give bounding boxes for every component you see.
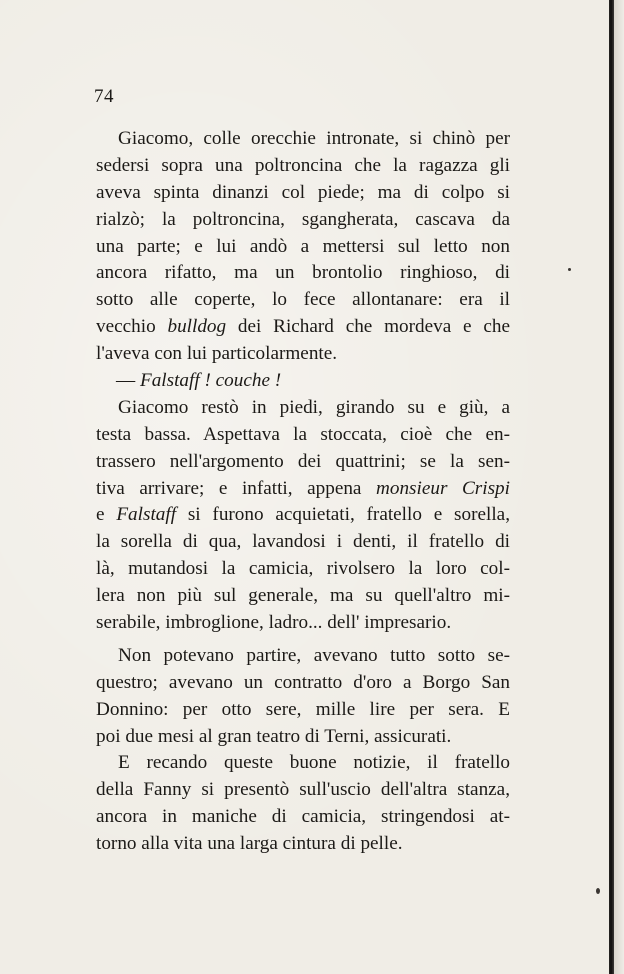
text-line: E recando queste buone notizie, il fratello bbox=[118, 752, 510, 774]
binding-shadow bbox=[609, 0, 614, 974]
text-line: la sorella di qua, lavandosi i denti, il fratello di bbox=[96, 531, 510, 553]
text-line: trassero nell'argomento dei quattrini; se la sen- bbox=[96, 450, 510, 472]
text-line: aveva spinta dinanzi col piede; ma di colpo si bbox=[96, 181, 510, 203]
text-line: Giacomo, colle orecchie intronate, si chinò per bbox=[118, 128, 510, 149]
text-line: vecchio bulldog dei Richard che mordeva e che bbox=[96, 316, 510, 338]
text-line: ancora in maniche di camicia, stringendosi at- bbox=[96, 806, 510, 828]
page-number: 74 bbox=[94, 86, 114, 107]
text-line: testa bassa. Aspettava la stoccata, cioè che en- bbox=[96, 423, 510, 445]
text-line: sedersi sopra una poltroncina che la ragazza gli bbox=[96, 154, 510, 176]
italic-term: monsieur Crispi bbox=[376, 477, 510, 499]
text-line: sotto alle coperte, lo fece allontanare: era il bbox=[96, 289, 510, 311]
italic-speech: Falstaff ! couche ! bbox=[139, 370, 282, 392]
italic-term: Falstaff bbox=[116, 504, 177, 526]
dialogue-line: — Falstaff ! couche ! bbox=[116, 370, 282, 392]
text-line: Giacomo restò in piedi, girando su e giù, a bbox=[118, 396, 510, 418]
ink-speck bbox=[596, 888, 600, 894]
text-line: rialzò; la poltroncina, sgangherata, cascava da bbox=[96, 208, 510, 230]
text-line: serabile, imbroglione, ladro... dell' impresario. bbox=[96, 612, 452, 634]
text-line: l'aveva con lui particolarmente. bbox=[96, 343, 338, 365]
text-line: e Falstaff si furono acquietati, fratello e sorella, bbox=[96, 504, 510, 526]
text-line: ancora rifatto, ma un brontolio ringhioso, di bbox=[96, 262, 510, 284]
italic-term: bulldog bbox=[167, 316, 227, 338]
text-line: poi due mesi al gran teatro di Terni, assicurati. bbox=[96, 725, 452, 747]
text-line: questro; avevano un contratto d'oro a Borgo San bbox=[96, 671, 510, 693]
text-line: una parte; e lui andò a mettersi sul letto non bbox=[96, 235, 510, 257]
ink-speck bbox=[568, 268, 571, 271]
text-line: tiva arrivare; e infatti, appena monsieur Crispi bbox=[96, 477, 510, 499]
page-edge bbox=[614, 0, 624, 974]
text-line: là, mutandosi la camicia, rivolsero la loro col- bbox=[96, 558, 510, 580]
text-line: lera non più sul generale, ma su quell'altro mi- bbox=[96, 585, 510, 607]
text-line: Donnino: per otto sere, mille lire per sera. E bbox=[96, 698, 510, 720]
text-line: torno alla vita una larga cintura di pelle. bbox=[96, 833, 403, 855]
text-line: Non potevano partire, avevano tutto sotto se- bbox=[118, 644, 510, 666]
body-text bbox=[96, 126, 510, 858]
text-line: della Fanny si presentò sull'uscio dell'altra stanza, bbox=[96, 779, 510, 801]
